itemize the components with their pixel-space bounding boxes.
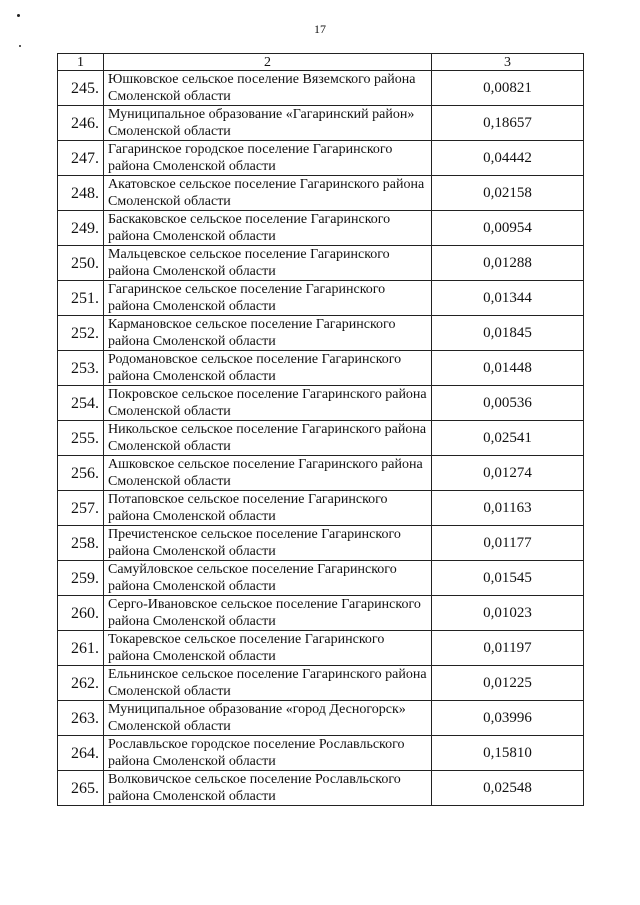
- row-number: 252.: [58, 316, 104, 351]
- row-number: 259.: [58, 561, 104, 596]
- coefficient-value: 0,04442: [432, 141, 584, 176]
- row-number: 260.: [58, 596, 104, 631]
- municipality-name: Потаповское сельское поселение Гагаринского района Смоленской области: [104, 491, 432, 526]
- coefficient-value: 0,00536: [432, 386, 584, 421]
- row-number: 249.: [58, 211, 104, 246]
- row-number: 261.: [58, 631, 104, 666]
- row-number: 245.: [58, 71, 104, 106]
- table-row: [58, 246, 584, 281]
- row-number: 265.: [58, 771, 104, 806]
- municipality-name: Ельнинское сельское поселение Гагаринского района Смоленской области: [104, 666, 432, 701]
- municipality-name: Мальцевское сельское поселение Гагаринского района Смоленской области: [104, 246, 432, 281]
- column-header-value: 3: [432, 54, 584, 71]
- municipality-name: Ашковское сельское поселение Гагаринского района Смоленской области: [104, 456, 432, 491]
- municipality-name: Серго-Ивановское сельское поселение Гагаринского района Смоленской области: [104, 596, 432, 631]
- row-number: 250.: [58, 246, 104, 281]
- row-number: 257.: [58, 491, 104, 526]
- row-number: 263.: [58, 701, 104, 736]
- scan-speck: [19, 45, 21, 47]
- coefficient-value: 0,15810: [432, 736, 584, 771]
- table-row: [58, 561, 584, 596]
- municipality-name: Токаревское сельское поселение Гагаринского района Смоленской области: [104, 631, 432, 666]
- page-number: 17: [314, 22, 326, 36]
- row-number: 254.: [58, 386, 104, 421]
- row-number: 246.: [58, 106, 104, 141]
- row-number: 255.: [58, 421, 104, 456]
- table-row: [58, 316, 584, 351]
- table-row: [58, 351, 584, 386]
- municipality-name: Баскаковское сельское поселение Гагаринского района Смоленской области: [104, 211, 432, 246]
- table-body: [58, 71, 584, 806]
- table-row: [58, 106, 584, 141]
- municipality-name: Волковичское сельское поселение Рославльского района Смоленской области: [104, 771, 432, 806]
- coefficient-value: 0,01274: [432, 456, 584, 491]
- row-number: 247.: [58, 141, 104, 176]
- table-row: [58, 736, 584, 771]
- municipality-name: Кармановское сельское поселение Гагаринского района Смоленской области: [104, 316, 432, 351]
- municipality-name: Юшковское сельское поселение Вяземского района Смоленской области: [104, 71, 432, 106]
- municipality-name: Акатовское сельское поселение Гагаринского района Смоленской области: [104, 176, 432, 211]
- table-header-row: [58, 54, 584, 71]
- row-number: 262.: [58, 666, 104, 701]
- table-row: [58, 666, 584, 701]
- table-row: [58, 211, 584, 246]
- coefficient-value: 0,02548: [432, 771, 584, 806]
- coefficient-value: 0,01545: [432, 561, 584, 596]
- coefficient-value: 0,01225: [432, 666, 584, 701]
- coefficient-value: 0,01197: [432, 631, 584, 666]
- municipality-name: Рославльское городское поселение Рославльского района Смоленской области: [104, 736, 432, 771]
- row-number: 264.: [58, 736, 104, 771]
- coefficient-value: 0,02158: [432, 176, 584, 211]
- coefficient-value: 0,01448: [432, 351, 584, 386]
- scan-speck: [17, 14, 20, 17]
- municipality-name: Родомановское сельское поселение Гагаринского района Смоленской области: [104, 351, 432, 386]
- municipality-name: Покровское сельское поселение Гагаринского района Смоленской области: [104, 386, 432, 421]
- table-row: [58, 176, 584, 211]
- table-row: [58, 596, 584, 631]
- coefficient-value: 0,01288: [432, 246, 584, 281]
- table-row: [58, 771, 584, 806]
- row-number: 258.: [58, 526, 104, 561]
- coefficient-value: 0,18657: [432, 106, 584, 141]
- table-row: [58, 456, 584, 491]
- coefficient-value: 0,01344: [432, 281, 584, 316]
- row-number: 256.: [58, 456, 104, 491]
- table-row: [58, 71, 584, 106]
- coefficient-value: 0,01163: [432, 491, 584, 526]
- column-header-name: 2: [104, 54, 432, 71]
- table-row: [58, 491, 584, 526]
- table-row: [58, 421, 584, 456]
- table-row: [58, 386, 584, 421]
- allocation-table: [57, 53, 584, 806]
- coefficient-value: 0,01177: [432, 526, 584, 561]
- municipality-name: Пречистенское сельское поселение Гагаринского района Смоленской области: [104, 526, 432, 561]
- municipality-name: Гагаринское городское поселение Гагаринского района Смоленской области: [104, 141, 432, 176]
- municipality-name: Гагаринское сельское поселение Гагаринского района Смоленской области: [104, 281, 432, 316]
- row-number: 248.: [58, 176, 104, 211]
- municipality-name: Никольское сельское поселение Гагаринского района Смоленской области: [104, 421, 432, 456]
- coefficient-value: 0,00821: [432, 71, 584, 106]
- row-number: 253.: [58, 351, 104, 386]
- municipality-name: Муниципальное образование «Гагаринский район» Смоленской области: [104, 106, 432, 141]
- coefficient-value: 0,01845: [432, 316, 584, 351]
- column-header-number: 1: [58, 54, 104, 71]
- coefficient-value: 0,02541: [432, 421, 584, 456]
- table-row: [58, 141, 584, 176]
- table-row: [58, 281, 584, 316]
- table-row: [58, 526, 584, 561]
- table-row: [58, 701, 584, 736]
- municipality-name: Муниципальное образование «город Десногорск» Смоленской области: [104, 701, 432, 736]
- coefficient-value: 0,01023: [432, 596, 584, 631]
- row-number: 251.: [58, 281, 104, 316]
- coefficient-value: 0,03996: [432, 701, 584, 736]
- coefficient-value: 0,00954: [432, 211, 584, 246]
- table-row: [58, 631, 584, 666]
- municipality-name: Самуйловское сельское поселение Гагаринского района Смоленской области: [104, 561, 432, 596]
